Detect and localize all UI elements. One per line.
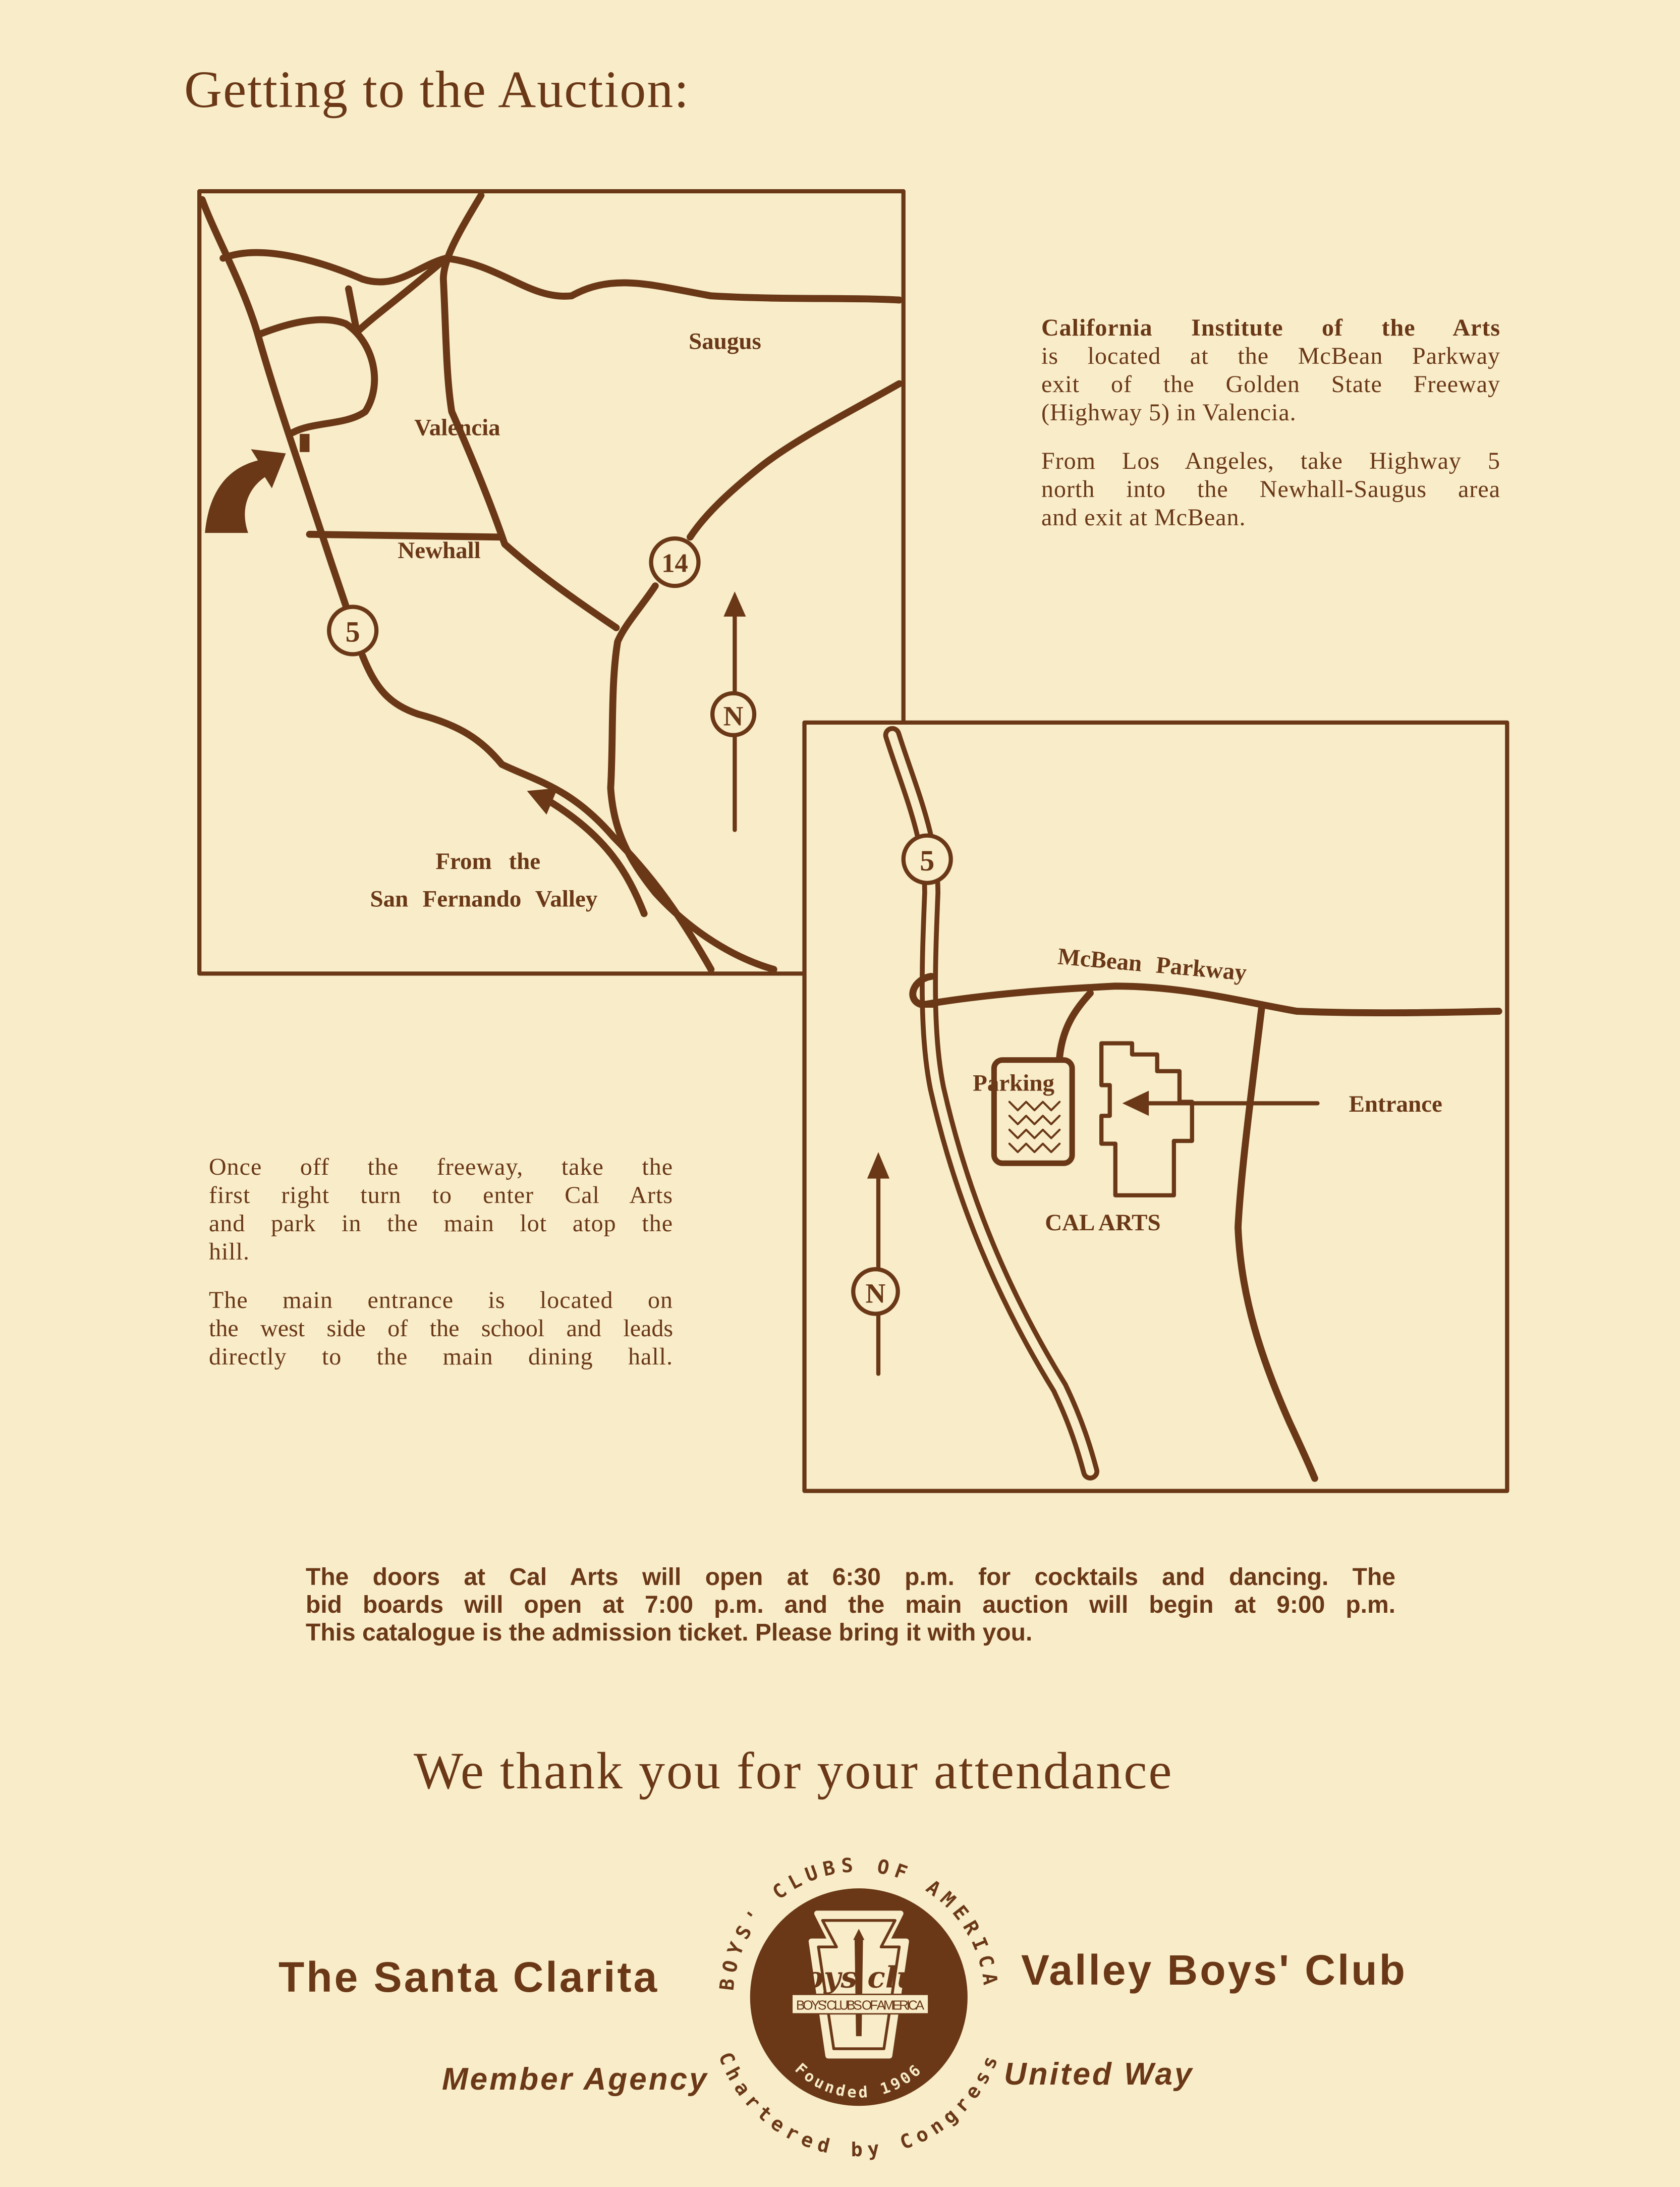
text-line: (Highway 5) in Valencia.	[1041, 399, 1297, 426]
text-line: The main entrance is located on	[209, 1287, 673, 1314]
text-line: hill.	[209, 1238, 250, 1265]
text-line: From Los Angeles, take Highway 5	[1041, 448, 1500, 474]
parking-instructions	[209, 1153, 673, 1391]
highway-5-shield	[329, 607, 376, 654]
svg-text:Boys club: Boys club	[779, 1960, 938, 1995]
location-description	[1041, 314, 1500, 552]
united-way-label: United Way	[1004, 2057, 1194, 2092]
label-saugus: Saugus	[689, 328, 761, 355]
text-line: is located at the McBean Parkway	[1041, 343, 1500, 369]
destination-marker	[300, 434, 309, 452]
label-valencia: Valencia	[414, 414, 500, 441]
text-line: north into the Newhall-Saugus area	[1041, 476, 1500, 503]
svg-text:BOYS' CLUBS OF AMERICA: BOYS' CLUBS OF AMERICA	[796, 1997, 925, 2013]
schedule-line: bid boards will open at 7:00 p.m. and the main auction will begin at 9:00 p.m.	[306, 1592, 1395, 1618]
schedule-line: The doors at Cal Arts will open at 6:30 p.m. for cocktails and dancing. The	[306, 1564, 1395, 1591]
label-from-the: From the	[435, 848, 541, 875]
svg-text:BOYS' CLUBS OF AMERICA: BOYS' CLUBS OF AMERICA	[715, 1853, 1002, 1992]
page-title: Getting to the Auction:	[184, 61, 690, 119]
label-san-fernando-valley: San Fernando Valley	[370, 886, 598, 912]
label-mcbean-parkway: McBean Parkway	[1056, 943, 1248, 986]
text-line: directly to the main dining hall.	[209, 1343, 673, 1370]
text-line: exit of the Golden State Freeway	[1041, 371, 1500, 398]
svg-text:14: 14	[661, 549, 688, 578]
text-line: California Institute of the Arts	[1041, 314, 1500, 341]
member-agency-label: Member Agency	[442, 2062, 709, 2097]
label-entrance: Entrance	[1349, 1090, 1442, 1117]
label-parking: Parking	[973, 1070, 1054, 1097]
highway-14-shield	[651, 538, 699, 586]
club-name-right: Valley Boys' Club	[1021, 1946, 1407, 1994]
boys-clubs-logo	[714, 1854, 1004, 2162]
text-line: Once off the freeway, take the	[209, 1154, 673, 1180]
detail-map	[805, 723, 1507, 1491]
label-newhall: Newhall	[398, 537, 481, 564]
area-map	[199, 191, 904, 973]
svg-text:Founded 1906: Founded 1906	[791, 2060, 927, 2102]
north-label: N	[723, 700, 744, 732]
svg-text:5: 5	[920, 844, 935, 877]
road-newhall	[309, 534, 501, 537]
club-name-left: The Santa Clarita	[278, 1953, 659, 2001]
text-line: and exit at McBean.	[1041, 504, 1246, 531]
svg-text:5: 5	[345, 615, 360, 648]
thank-you-heading: We thank you for your attendance	[414, 1742, 1173, 1800]
svg-text:N: N	[865, 1278, 886, 1309]
text-line: first right turn to enter Cal Arts	[209, 1182, 673, 1209]
highway-5-shield-2	[904, 836, 951, 883]
schedule-line: This catalogue is the admission ticket. Please bring it with you.	[306, 1619, 1033, 1646]
text-line: the west side of the school and leads	[209, 1315, 673, 1342]
label-cal-arts: CAL ARTS	[1045, 1209, 1161, 1236]
event-schedule	[306, 1563, 1395, 1647]
text-line: and park in the main lot atop the	[209, 1210, 673, 1237]
svg-text:Chartered by Congress: Chartered by Congress	[713, 2049, 1004, 2162]
